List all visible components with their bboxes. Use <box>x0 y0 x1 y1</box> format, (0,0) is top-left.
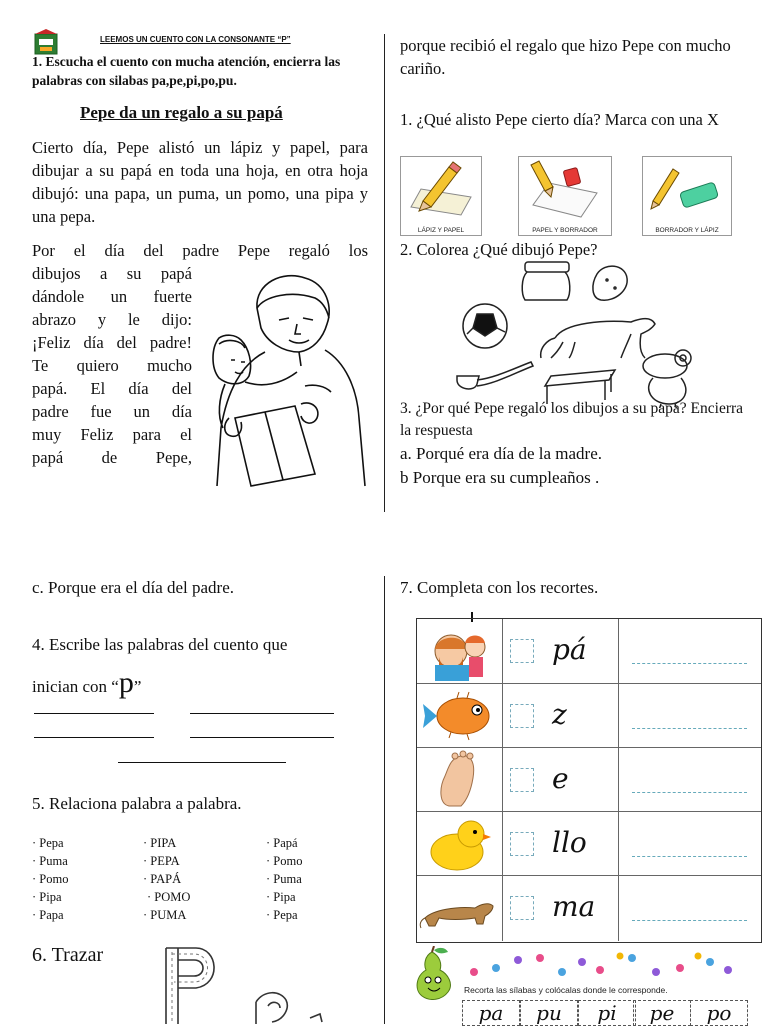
answer-line[interactable] <box>190 737 334 738</box>
answer-a[interactable]: a. Porqué era día de la madre. <box>400 444 603 463</box>
paste-box[interactable] <box>510 832 534 856</box>
question-4-line2 <box>32 664 372 706</box>
syllable-card-pe[interactable]: pe <box>633 1000 691 1026</box>
syllable-grid <box>416 618 762 943</box>
match-item[interactable]: · Pepa <box>32 836 64 850</box>
potato-icon <box>593 266 627 300</box>
answer-line[interactable] <box>190 713 334 714</box>
grid-syllable: z <box>552 698 567 731</box>
grid-row-papa <box>417 619 761 683</box>
match-item[interactable]: · Pomo <box>266 854 303 868</box>
eraser-pencil-icon <box>643 157 731 223</box>
match-item[interactable]: · Pomo <box>32 872 69 886</box>
write-line[interactable] <box>632 728 747 729</box>
story-line: padre fue un día <box>32 402 192 421</box>
match-item[interactable]: · Pipa <box>32 890 62 904</box>
grid-image-cell <box>417 748 503 812</box>
question-3-text: 3. ¿Por qué Pepe regaló los dibujos a su papá? Encierra la respuesta <box>400 400 744 439</box>
write-line[interactable] <box>632 920 747 921</box>
syllable-card-pi[interactable]: pi <box>578 1000 636 1026</box>
column-divider-bottom <box>384 576 385 1024</box>
grid-syllable-cell <box>502 876 619 941</box>
match-item[interactable]: · Pepa <box>266 908 298 922</box>
grid-syllable-cell <box>502 748 619 812</box>
option-caption: BORRADOR Y LÁPIZ <box>655 227 719 234</box>
header-title: LEEMOS UN CUENTO CON LA CONSONANTE “P” <box>100 35 291 44</box>
jar-icon <box>522 262 570 300</box>
grid-syllable-cell <box>502 619 619 683</box>
story-title: Pepe da un regalo a su papá <box>80 103 283 122</box>
story-paragraph-2-first: Por el día del padre Pepe regaló los <box>32 241 368 260</box>
paste-box[interactable] <box>510 704 534 728</box>
father-son-illustration <box>205 268 375 490</box>
option-eraser-pencil[interactable] <box>642 156 732 236</box>
pufferfish-icon <box>417 684 502 748</box>
match-item[interactable]: · PEPA <box>143 854 180 868</box>
coloring-drawings <box>455 258 735 408</box>
story-line: papá de Pepe, <box>32 448 192 467</box>
column-divider-top <box>384 34 385 512</box>
grid-image-cell <box>417 812 503 876</box>
match-column-3 <box>266 834 302 924</box>
dad-daughter-icon <box>417 619 502 683</box>
story-line: dándole un fuerte <box>32 287 192 306</box>
grid-syllable: pá <box>552 633 587 666</box>
grid-image-cell <box>417 684 503 748</box>
option-caption: PAPEL Y BORRADOR <box>532 227 598 234</box>
write-line[interactable] <box>632 792 747 793</box>
question-1: 1. ¿Qué alisto Pepe cierto día? Marca con una X <box>400 110 719 129</box>
question-4-text: 4. Escribe las palabras del cuento que <box>32 635 288 654</box>
question-4 <box>32 626 372 706</box>
answer-line[interactable] <box>34 713 154 714</box>
question-6: 6. Trazar <box>32 944 104 966</box>
answer-line[interactable] <box>34 737 154 738</box>
foot-icon <box>417 748 502 812</box>
story-line: dibujos a su papá <box>32 264 192 283</box>
question-4-close: ” <box>133 677 142 696</box>
paste-box[interactable] <box>510 896 534 920</box>
answer-line[interactable] <box>118 762 286 763</box>
pencil-paper-icon <box>401 157 481 223</box>
match-item[interactable]: · PUMA <box>143 908 187 922</box>
match-item[interactable]: · Puma <box>32 854 68 868</box>
option-caption: LÁPIZ Y PAPEL <box>417 227 465 234</box>
chick-icon <box>417 812 502 876</box>
write-line[interactable] <box>632 663 747 664</box>
match-item[interactable]: · Pipa <box>266 890 296 904</box>
match-item[interactable]: · PIPA <box>143 836 177 850</box>
match-item[interactable]: · POMO <box>147 890 191 904</box>
story-line: Te quiero mucho <box>32 356 192 375</box>
write-line[interactable] <box>632 856 747 857</box>
instruction-1: 1. Escucha el cuento con mucha atención, encierra las palabras con silabas pa,pe,pi,po,pu. <box>32 54 341 88</box>
grid-image-cell <box>417 876 503 941</box>
paste-box[interactable] <box>510 768 534 792</box>
paste-box[interactable] <box>510 639 534 663</box>
story-paragraph-2-lines <box>32 262 192 469</box>
grid-syllable: ma <box>552 890 596 923</box>
grid-syllable: llo <box>552 826 587 859</box>
grid-row-puma <box>417 875 761 941</box>
question-4-text2: inician con “ <box>32 677 119 696</box>
puma-icon <box>541 319 655 359</box>
question-3 <box>400 398 745 490</box>
puma-photo-icon <box>417 876 502 940</box>
match-item[interactable]: · Papa <box>32 908 64 922</box>
trace-letter-p[interactable] <box>160 944 330 1024</box>
grid-syllable: e <box>552 762 569 795</box>
option-pencil-paper[interactable] <box>400 156 482 236</box>
syllable-card-pu[interactable]: pu <box>520 1000 578 1026</box>
paw-prints-decoration <box>466 948 746 982</box>
question-5: 5. Relaciona palabra a palabra. <box>32 794 242 813</box>
option-paper-eraser[interactable] <box>518 156 612 236</box>
story-paragraph-1: Cierto día, Pepe alistó un lápiz y papel, para dibujar a su papá en toda una hoja, en otra hoja dibujó: una papa, un puma, un pomo, una pipa y una pepa. <box>32 138 368 226</box>
grid-syllable-cell <box>502 684 619 748</box>
match-item[interactable]: · Papá <box>266 836 298 850</box>
answer-c[interactable]: c. Porque era el día del padre. <box>32 578 235 597</box>
letter-p: p <box>118 666 134 699</box>
answer-b[interactable]: b Porque era su cumpleaños . <box>400 468 600 487</box>
soccer-ball-icon <box>463 304 507 348</box>
paper-eraser-icon <box>519 157 611 223</box>
grid-row-pie <box>417 747 761 812</box>
story-continuation: porque recibió el regalo que hizo Pepe con mucho cariño. <box>400 36 731 78</box>
pipe-icon <box>457 362 533 389</box>
story-line: ¡Feliz día del padre! <box>32 333 192 352</box>
match-column-2 <box>143 834 190 924</box>
story-line: muy Feliz para el <box>32 425 192 444</box>
question-2: 2. Colorea ¿Qué dibujó Pepe? <box>400 240 598 259</box>
match-item[interactable]: · Puma <box>266 872 302 886</box>
question-7: 7. Completa con los recortes. <box>400 578 599 597</box>
pear-mascot <box>408 946 458 1000</box>
cut-instruction: Recorta las sílabas y colócalas donde le corresponde. <box>464 985 668 995</box>
syllable-card-po[interactable]: po <box>690 1000 748 1026</box>
match-item[interactable]: · PAPÁ <box>143 872 182 886</box>
grid-image-cell <box>417 619 503 683</box>
grid-syllable-cell <box>502 812 619 876</box>
story-line: papá. El día del <box>32 379 192 398</box>
syllable-card-pa[interactable]: pa <box>462 1000 520 1026</box>
grid-row-pollo <box>417 811 761 876</box>
story-line: abrazo y le dijo: <box>32 310 192 329</box>
grid-row-pez <box>417 683 761 748</box>
match-column-1 <box>32 834 68 924</box>
